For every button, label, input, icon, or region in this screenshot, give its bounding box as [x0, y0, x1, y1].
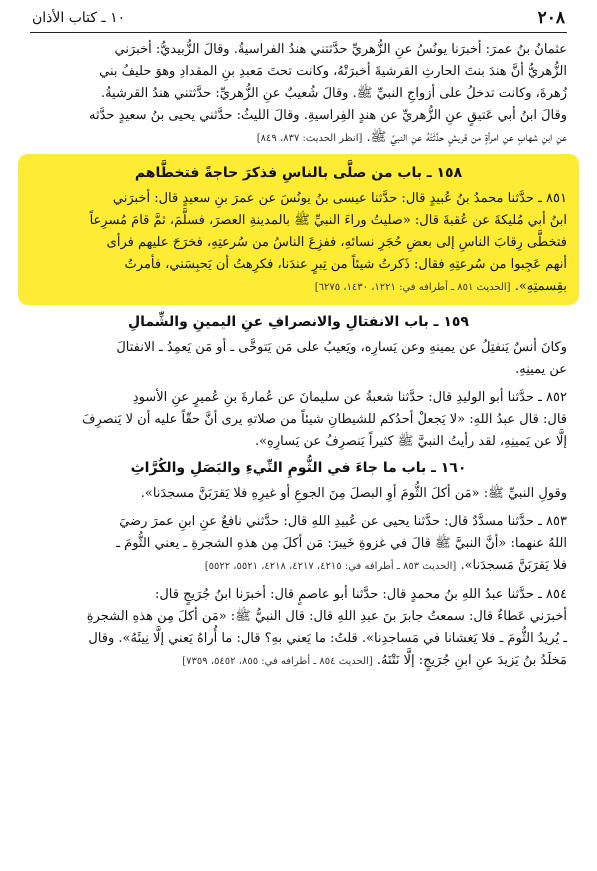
section-line: وقولِ النبيِّ ﷺ: «مَن أكلَ الثُّومَ أوِ البصلَ مِنَ الجوعِ أو غيرِهِ فلا يَقرَبَنَّ مسجدَنا».	[140, 486, 567, 501]
page-number: ٢٠٨	[537, 8, 565, 28]
hadith-line: ٨٥٣ ـ حدَّثنا مسدَّدٌ قال: حدَّثنا يحيى عن عُبيدِ اللهِ قال: حدَّثني نافعٌ عنِ ابنِ عمرَ رضيَ	[119, 514, 567, 529]
page-header	[30, 6, 567, 33]
hadith-line: أنهم عَجِبوا من سُرعتِهِ فقال: ذَكرتُ شيئاً من تِبرٍ عندَنا، فكرِهتُ أن يَحبِسَني، فأمرتُ	[124, 257, 567, 272]
intro-line: زُهرةَ، وكانت تدخلُ على أزواجِ النبيِّ ﷺ. وقالَ شُعيبٌ عنِ الزُّهريِّ: حدَّثتني هندُ القرشيةُ.	[100, 86, 567, 101]
hadith-line: ٨٥٤ ـ حدَّثنا عبدُ اللهِ بنُ محمدٍ قال: حدَّثنا أبو عاصمٍ قال: أخبرَنا ابنُ جُرَيجٍ قال:	[154, 587, 567, 602]
intro-paragraph	[30, 39, 567, 150]
hadith-line-text: مَخلَدُ بنُ يَزيدَ عنِ ابنِ جُرَيجٍ: إلَّا نَتْنَهُ.	[376, 653, 567, 668]
hadith-851-reference: [الحديث ٨٥١ ـ أطرافه في: ١٢٢١، ١٤٣٠، ٦٢٧٥]	[314, 282, 511, 293]
intro-line: وقالَ ابنُ أبي عَتيقٍ عنِ الزُّهريِّ عن هندٍ الفِراسيةِ. وقالَ الليثُ: حدَّثني يحيى بنُ سعيدٍ حدَّثه	[89, 108, 567, 123]
hadith-line: ٨٥١ ـ حدَّثنا محمدُ بنُ عُبيدٍ قال: حدَّثنا عيسى بنُ يونُسَ عن عمرَ بنِ سعيدٍ قال: أخبرَني	[112, 191, 567, 206]
hadith-line-text: فلا يَقرَبَنَّ مَسجدَنا».	[460, 558, 567, 573]
hadith-line: اللهُ عنهما: «أنَّ النبيَّ ﷺ قالَ في غزوةِ خَيبرَ: مَن أكلَ مِن هذهِ الشجرةِ ـ يعني الثُّومَ ـ	[116, 536, 567, 551]
intro-line-text: عنِ ابنِ شهابٍ عنِ امرأةٍ من قريشٍ حدَّثَتْهُ عنِ النبيِّ ﷺ.	[366, 130, 567, 145]
hadith-line	[30, 555, 567, 578]
hadith-line	[30, 276, 567, 299]
hadith-852	[30, 387, 567, 453]
hadith-854	[30, 584, 567, 673]
section-158-title: ١٥٨ ـ باب من صلَّى بالناسِ فذكرَ حاجةً فتخطَّاهم	[134, 165, 463, 181]
section-line: عن يمينِهِ.	[515, 362, 567, 377]
hadith-853-reference: [الحديث ٨٥٣ ـ أطرافه في: ٤٢١٥، ٤٢١٧، ٤٢١٨، ٥٥٢١، ٥٥٢٢]	[204, 561, 457, 572]
hadith-line-text: بقِسمتِهِ».	[514, 279, 567, 294]
hadith-line: أخبرَني عَطاءٌ قال: سمعتُ جابرَ بنَ عبدِ اللهِ قال: قال النبيُّ ﷺ: «مَن أكلَ مِن هذهِ الشجرةِ	[86, 609, 567, 624]
intro-line: عثمانُ بنُ عمرَ: أخبرَنا يونُسُ عنِ الزُّهريِّ حدَّثتني هندُ الفراسيةُ. وقالَ الزُّبيديُّ: أخبرَني	[114, 42, 567, 57]
intro-reference: [انظر الحديث: ٨٣٧، ٨٤٩]	[256, 133, 363, 144]
section-159-text	[30, 337, 567, 381]
hadith-line: إلَّا عن يَمينِهِ، لقد رأيتُ النبيَّ ﷺ كثيراً يَنصرِفُ عن يَسارِهِ».	[254, 434, 567, 449]
section-line: وكانَ أنسٌ يَنفتِلُ عن يمينهِ وعن يَسارِه، ويَعيبُ على مَن يَتوخَّى ـ أو مَن يَعمِدُ ـ الانفتالَ	[116, 340, 567, 355]
intro-line: الزُّهريُّ أنَّ هندَ بنتَ الحارثِ القرشيةَ أخبرَتْهُ، وكانت تحتَ مَعبدِ بنِ المقدادِ وهوَ حليفُ بني	[99, 64, 567, 79]
hadith-line: فتخطَّى رِقابَ الناسِ إلى بعضِ حُجَرِ نسائهِ، ففزِعَ الناسُ من سُرعتِهِ، فخرَجَ عليهم فرأى	[106, 235, 567, 250]
chapter-name: ١٠ ـ كتاب الأذان	[32, 10, 126, 26]
intro-line	[30, 127, 567, 150]
hadith-851	[30, 188, 567, 299]
hadith-854-reference: [الحديث ٨٥٤ ـ أطرافه في: ٨٥٥، ٥٤٥٢، ٧٣٥٩]	[182, 656, 373, 667]
section-160-title: ١٦٠ ـ باب ما جاءَ في الثُّومِ النِّيءِ والبَصَلِ والكُرَّاثِ	[130, 460, 467, 476]
section-159-title: ١٥٩ ـ باب الانفتالِ والانصرافِ عنِ اليمينِ والشِّمالِ	[128, 314, 469, 330]
hadith-line	[30, 650, 567, 673]
section-160-subtitle	[30, 483, 567, 505]
hadith-line: ٨٥٢ ـ حدَّثنا أبو الوليدِ قال: حدَّثنا شعبةُ عن سليمانَ عن عُمارةَ بنِ عُميرٍ عنِ الأسودِ	[132, 390, 567, 405]
hadith-line: ابنُ أبي مُليكةَ عن عُقبةَ قال: «صليتُ وراءَ النبيِّ ﷺ بالمدينةِ العصرَ، فسلَّمَ، ثمَّ قامَ مُسرِعاً	[89, 213, 567, 228]
highlighted-section	[18, 154, 579, 305]
hadith-line: ـ يُريدُ الثُّومَ ـ فلا يَغشانا في مَساجدِنا». قلتُ: ما يَعني بهِ؟ قال: ما أُراهُ يَعني إلَّا نِيئَهُ». وقال	[88, 631, 567, 646]
hadith-line: قال: قال عبدُ اللهِ: «لا يَجعلْ أحدُكم للشيطانِ شيئاً من صلاتهِ يرى أنَّ حقّاً عليه أن لا يَنصرِفَ	[82, 412, 567, 427]
hadith-853	[30, 511, 567, 578]
